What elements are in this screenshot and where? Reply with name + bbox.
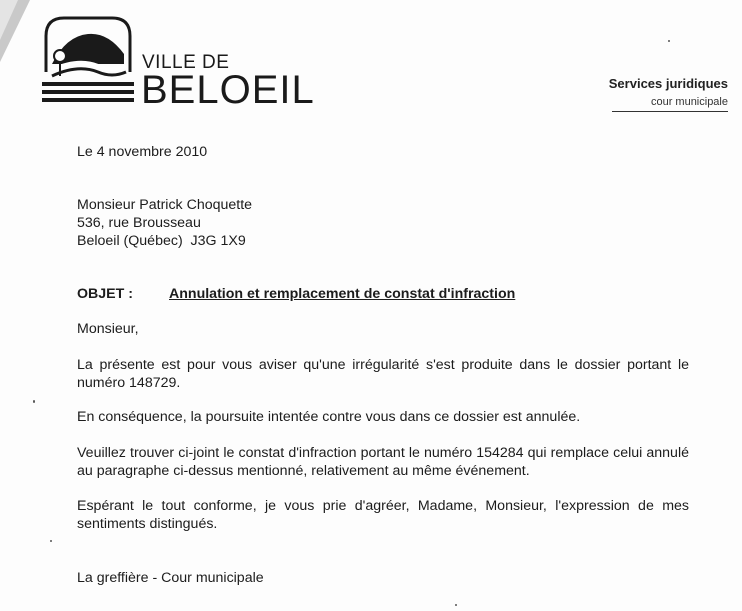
department-header bbox=[568, 76, 728, 112]
scan-speck bbox=[668, 40, 670, 42]
recipient-city: Beloeil (Québec) J3G 1X9 bbox=[77, 233, 246, 249]
paragraph-irregularity: La présente est pour vous aviser qu'une irrégularité s'est produite dans le dossier portant le numéro 148729. bbox=[77, 357, 689, 391]
city-logo bbox=[38, 14, 315, 114]
paragraph-replacement: Veuillez trouver ci-joint le constat d'infraction portant le numéro 154284 qui remplace celui annulé au paragraphe ci-dessus mentionné, relativement au même événement. bbox=[77, 445, 689, 479]
city-emblem-icon bbox=[38, 14, 138, 110]
logo-city-name: BELOEIL bbox=[141, 68, 315, 112]
paragraph-closing: Espérant le tout conforme, je vous prie d'agréer, Madame, Monsieur, l'expression de mes sentiments distingués. bbox=[77, 498, 689, 532]
salutation: Monsieur, bbox=[77, 321, 139, 337]
scan-speck bbox=[50, 540, 52, 542]
subject-text: Annulation et remplacement de constat d'infraction bbox=[169, 286, 516, 302]
recipient-name: Monsieur Patrick Choquette bbox=[77, 197, 253, 213]
department-title: Services juridiques bbox=[608, 76, 728, 91]
paragraph-cancellation: En conséquence, la poursuite intentée contre vous dans ce dossier est annulée. bbox=[77, 409, 581, 425]
signature: La greffière - Cour municipale bbox=[77, 570, 264, 586]
scan-speck bbox=[455, 604, 457, 606]
subject-line bbox=[77, 286, 515, 302]
subject-label: OBJET : bbox=[77, 286, 133, 302]
recipient-address bbox=[77, 196, 252, 250]
letter-date: Le 4 novembre 2010 bbox=[77, 144, 208, 160]
page-corner-fold-inner bbox=[0, 0, 18, 40]
department-subtitle: cour municipale bbox=[612, 95, 728, 112]
logo-ville-label: VILLE DE bbox=[142, 52, 230, 73]
recipient-street: 536, rue Brousseau bbox=[77, 215, 201, 231]
scan-speck bbox=[33, 400, 35, 403]
